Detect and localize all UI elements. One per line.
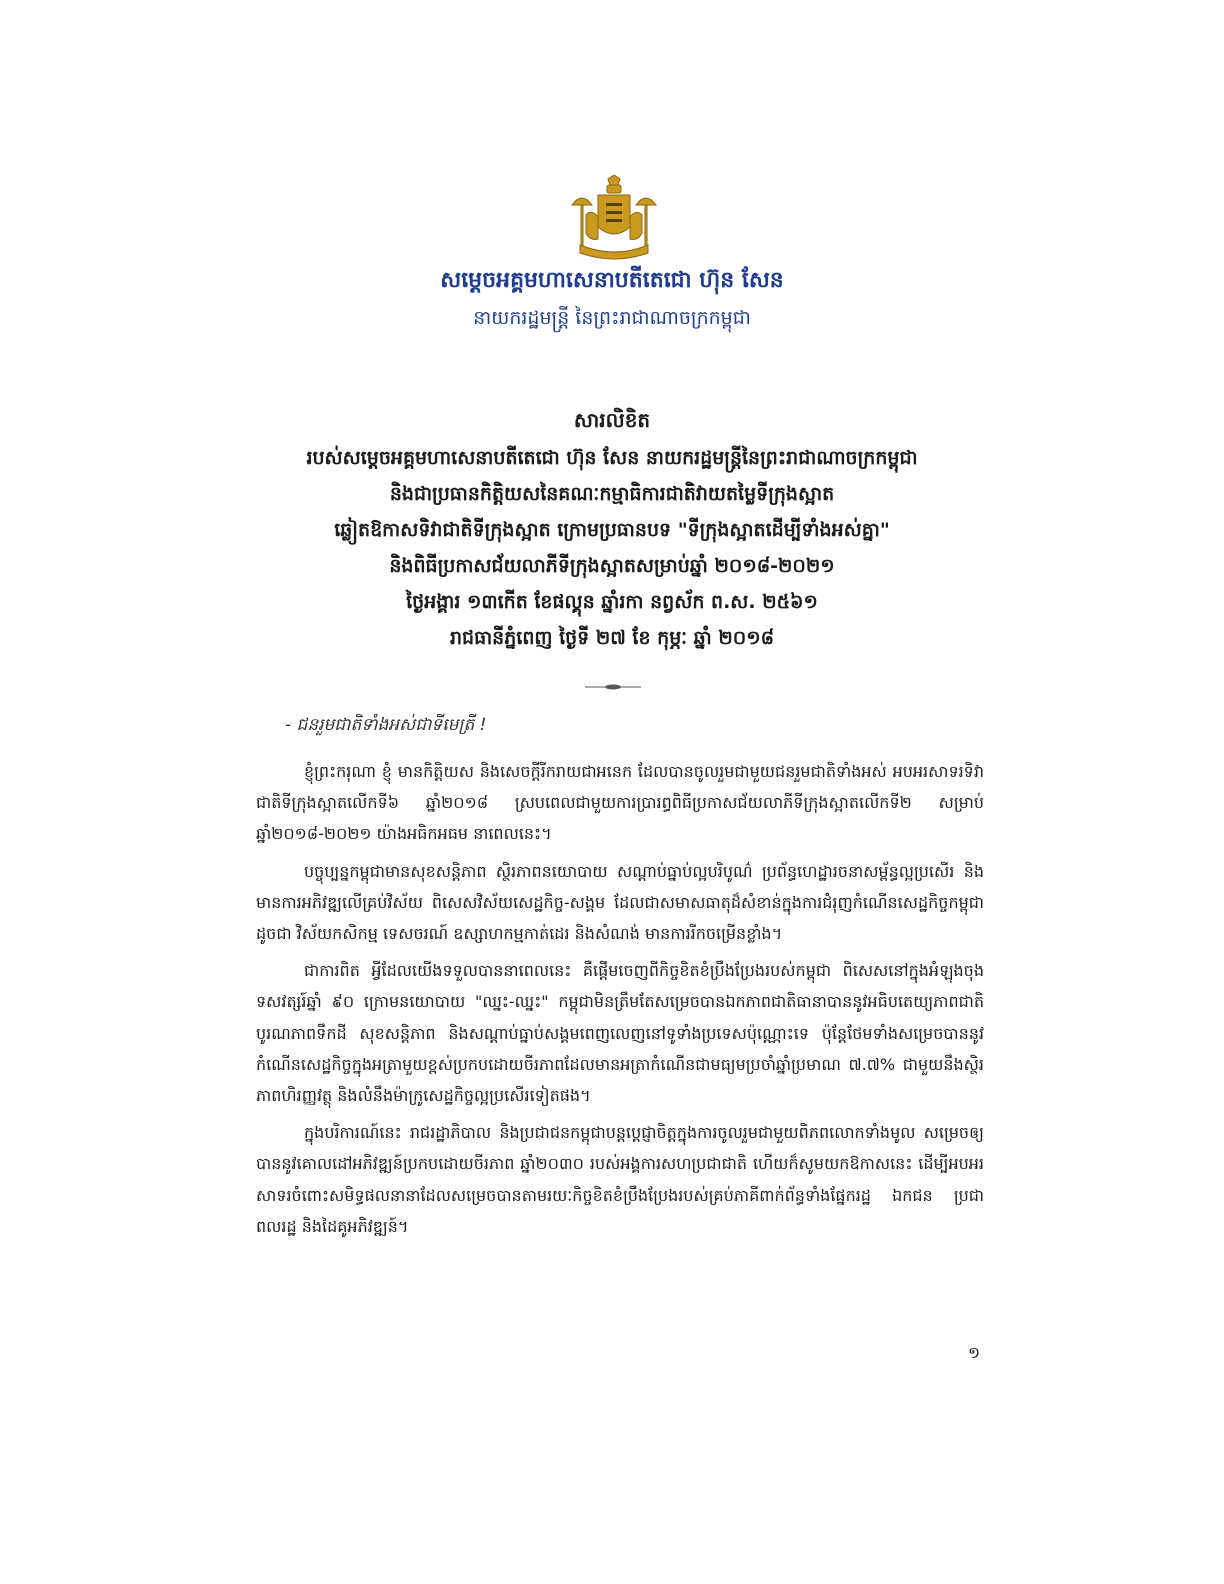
paragraph: បច្ចុប្បន្នកម្ពុជាមានសុខសន្តិភាព ស្ថិរភាពនយោបាយ សណ្តាប់ធ្នាប់ល្អបរិបូណ៌ ប្រព័ន្ធហេដ្ឋារចនាសម្ព័ន្ធល្អប្រសើរ និងមានការអភិវឌ្ឍលើគ្រប់វិស័យ ពិសេសវិស័យសេដ្ឋកិច្ច-សង្គម ដែលជាសមាសធាតុដ៏សំខាន់ក្នុងការជំរុញកំណើនសេដ្ឋកិច្ចកម្ពុជា ដូចជា វិស័យកសិកម្ម ទេសចរណ៍ ឧស្សាហកម្មកាត់ដេរ និងសំណង់ មានការរីកចម្រើនខ្លាំង។ bbox=[256, 861, 984, 944]
title-line-role: និងជាប្រធានកិត្តិយសនៃគណៈកម្មាធិការជាតិវាយតម្លៃទីក្រុងស្អាត bbox=[389, 483, 835, 505]
royal-coat-of-arms-icon bbox=[562, 175, 666, 265]
title-line-ceremony: និងពិធីប្រកាសជ័យលាភីទីក្រុងស្អាតសម្រាប់ឆ្នាំ ២០១៨-២០២១ bbox=[389, 555, 835, 577]
page-number: ១ bbox=[968, 1343, 981, 1362]
document-title-block bbox=[150, 402, 1074, 656]
title-line-place-date: រាជធានីភ្នំពេញ ថ្ងៃទី ២៧ ខែ កុម្ភៈ ឆ្នាំ ២០១៨ bbox=[449, 627, 775, 649]
issuer-office: នាយករដ្ឋមន្ត្រី នៃព្រះរាជាណាចក្រកម្ពុជា bbox=[473, 307, 751, 329]
title-line-lunar-date: ថ្ងៃអង្គារ ១៣កើត ខែផល្គុន ឆ្នាំរកា នព្វស័ក ព.ស. ២៥៦១ bbox=[406, 591, 818, 613]
title-line-occasion: ឆ្លៀតឱកាសទិវាជាតិទីក្រុងស្អាត ក្រោមប្រធានបទ "ទីក្រុងស្អាតដើម្បីទាំងអស់គ្នា" bbox=[334, 519, 890, 541]
issuer-name: សម្តេចអគ្គមហាសេនាបតីតេជោ ហ៊ុន សែន bbox=[440, 268, 784, 293]
letter-body bbox=[256, 756, 984, 1248]
divider-ornament bbox=[585, 683, 641, 691]
paragraph: ជាការពិត អ្វីដែលយើងទទួលបាននាពេលនេះ គឺផ្តើមចេញពីកិច្ចខិតខំប្រឹងប្រែងរបស់កម្ពុជា ពិសេសនៅក្នុងអំឡុងចុងទសវត្សរ៍ឆ្នាំ ៩០ ក្រោមនយោបាយ "ឈ្នះ-ឈ្នះ" កម្ពុជាមិនត្រឹមតែសម្រេចបានឯកភាពជាតិធានាបាននូវអធិបតេយ្យភាពជាតិ បូរណភាពទឹកដី សុខសន្តិភាព និងសណ្តាប់ធ្នាប់សង្គមពេញលេញនៅទូទាំងប្រទេសប៉ុណ្ណោះទេ ប៉ុន្តែថែមទាំងសម្រេចបាននូវកំណើនសេដ្ឋកិច្ចក្នុងអត្រាមួយខ្ពស់ប្រកបដោយចីរភាពដែលមានអត្រាកំណើនជាមធ្យមប្រចាំឆ្នាំប្រមាណ ៧.៧% ជាមួយនឹងស្ថិរភាពហិរញ្ញវត្ថុ និងលំនឹងម៉ាក្រូសេដ្ឋកិច្ចល្អប្រសើរទៀតផង។ bbox=[256, 961, 984, 1106]
paragraph: ក្នុងបរិការណ៍នេះ រាជរដ្ឋាភិបាល និងប្រជាជនកម្ពុជាបន្តប្តេជ្ញាចិត្តក្នុងការចូលរួមជាមួយពិភពលោកទាំងមូល សម្រេចឲ្យបាននូវគោលដៅអភិវឌ្ឍន៍ប្រកបដោយចីរភាព ឆ្នាំ២០៣០ របស់អង្គការសហប្រជាជាតិ ហើយក៏សូមយកឱកាសនេះ ដើម្បីអបអរសាទរចំពោះសមិទ្ធផលនានាដែលសម្រេចបានតាមរយៈកិច្ចខិតខំប្រឹងប្រែងរបស់គ្រប់ភាគីពាក់ព័ន្ធទាំងផ្នែករដ្ឋ ឯកជន ប្រជាពលរដ្ឋ និងដៃគូអភិវឌ្ឍន៍។ bbox=[256, 1123, 984, 1236]
document-title: សារលិខិត bbox=[573, 408, 651, 432]
title-line-issuer: របស់សម្តេចអគ្គមហាសេនាបតីតេជោ ហ៊ុន សែន នាយករដ្ឋមន្ត្រីនៃព្រះរាជាណាចក្រកម្ពុជា bbox=[306, 447, 918, 469]
salutation: - ជនរួមជាតិទាំងអស់ជាទីមេត្រី ! bbox=[285, 715, 487, 735]
paragraph: ខ្ញុំព្រះករុណា ខ្ញុំ មានកិត្តិយស និងសេចក្តីរីករាយជាអនេក ដែលបានចូលរួមជាមួយជនរួមជាតិទាំងអស់ អបអរសាទរទិវាជាតិទីក្រុងស្អាតលើកទី៦ ឆ្នាំ២០១៨ ស្របពេលជាមួយការប្រារព្ធពិធីប្រកាសជ័យលាភីទីក្រុងស្អាតលើកទី២ សម្រាប់ឆ្នាំ២០១៨-២០២១ យ៉ាងអធិកអធម នាពេលនេះ។ bbox=[256, 762, 984, 844]
